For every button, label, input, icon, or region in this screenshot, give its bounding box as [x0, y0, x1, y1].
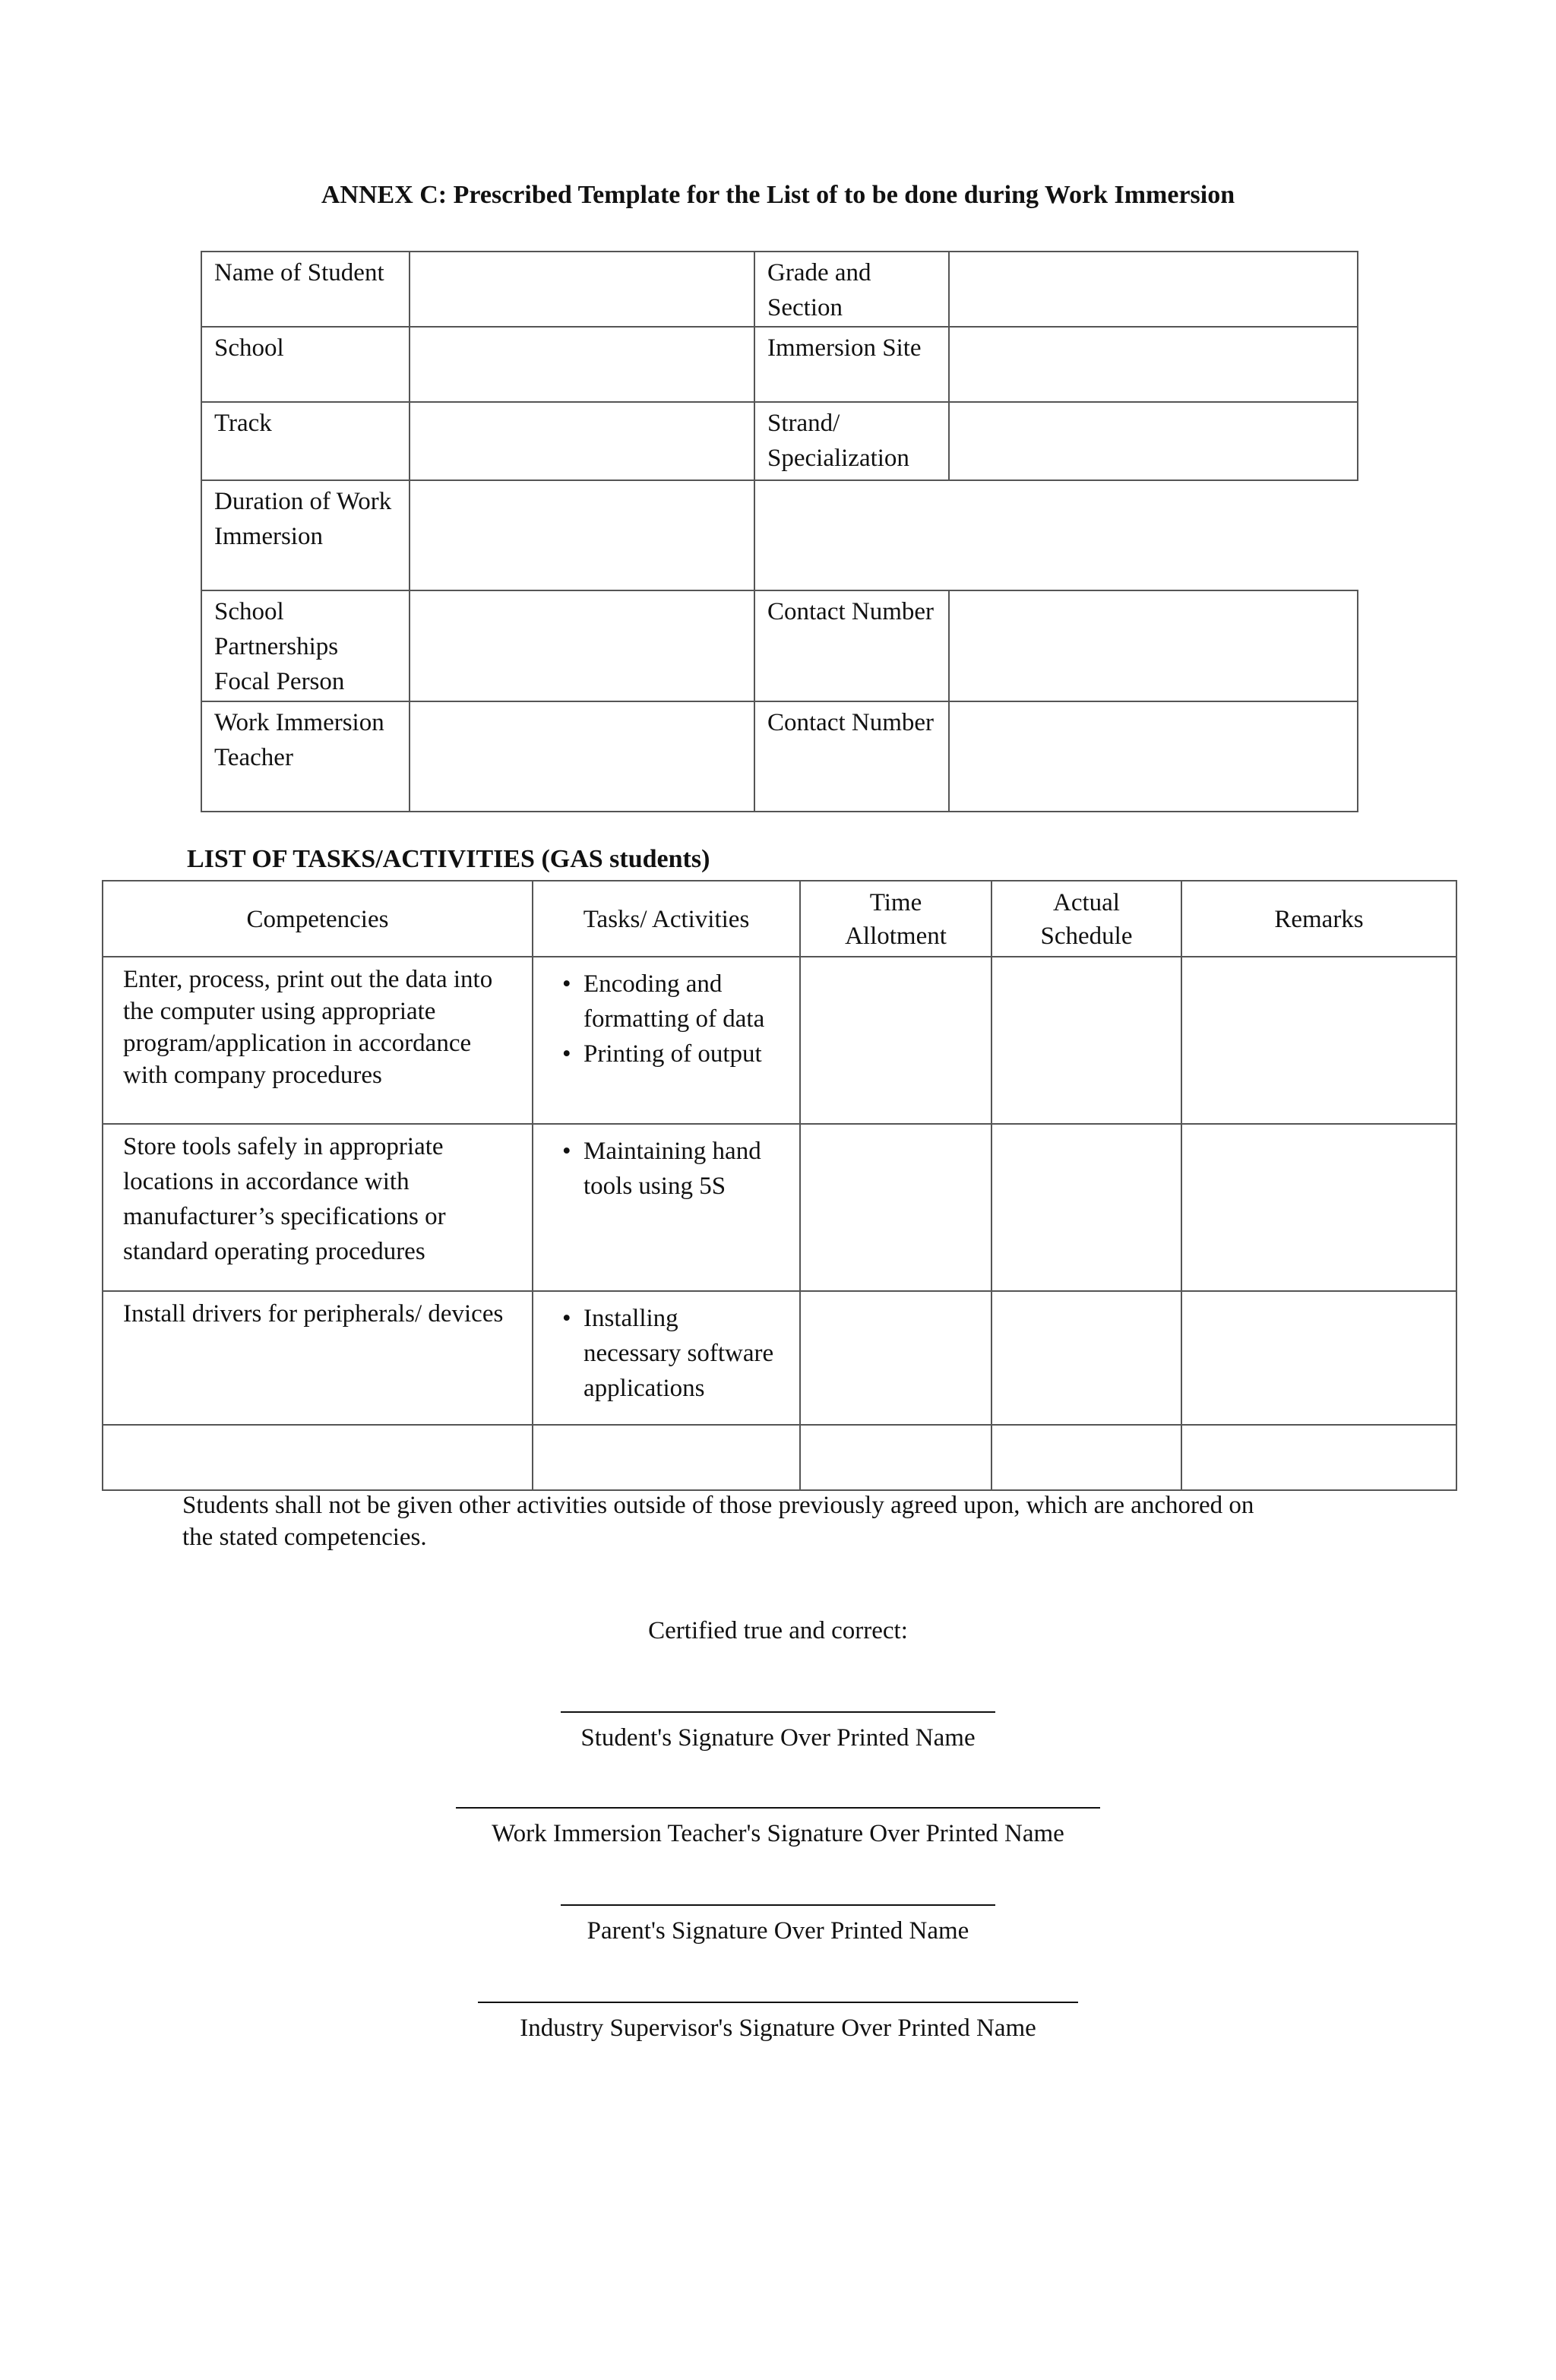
contact2-label: Contact Number — [754, 701, 949, 812]
parent-signature-block — [0, 1885, 1556, 1945]
teacher-signature-block — [0, 1787, 1556, 1848]
duration-field[interactable] — [410, 480, 754, 590]
table-row — [103, 1124, 1456, 1291]
competency-cell: Enter, process, print out the data into the computer using appropriate program/application in accordance with company procedures — [103, 957, 533, 1124]
partnerships-label: School Partnerships Focal Person — [201, 590, 410, 701]
grade-label: Grade and Section — [754, 252, 949, 327]
task-item: • Printing of output — [568, 1037, 780, 1071]
duration-label: Duration of Work Immersion — [201, 480, 410, 590]
student-signature-block — [0, 1692, 1556, 1752]
competency-cell[interactable] — [103, 1425, 533, 1490]
actual-schedule-cell[interactable] — [991, 957, 1181, 1124]
signature-line[interactable] — [561, 1903, 995, 1906]
tasks-heading: LIST OF TASKS/ACTIVITIES (GAS students) — [187, 845, 710, 873]
actual-schedule-cell[interactable] — [991, 1291, 1181, 1425]
document-title: ANNEX C: Prescribed Template for the List of to be done during Work Immersion — [321, 181, 1235, 209]
time-allotment-cell[interactable] — [800, 1291, 991, 1425]
header-actual-schedule: Actual Schedule — [991, 881, 1181, 957]
signature-line[interactable] — [478, 2000, 1078, 2003]
tasks-cell — [533, 1124, 800, 1291]
header-tasks: Tasks/ Activities — [533, 881, 800, 957]
table-row — [103, 1425, 1456, 1490]
task-item: • Maintaining hand tools using 5S — [568, 1134, 780, 1204]
tasks-cell[interactable] — [533, 1425, 800, 1490]
signature-label: Industry Supervisor's Signature Over Printed Name — [520, 2014, 1036, 2042]
partnerships-field[interactable] — [410, 590, 754, 701]
signature-label: Parent's Signature Over Printed Name — [587, 1917, 969, 1945]
teacher-label: Work Immersion Teacher — [201, 701, 410, 812]
task-item: • Encoding and formatting of data — [568, 967, 780, 1037]
table-row — [103, 957, 1456, 1124]
certified-text: Certified true and correct: — [648, 1617, 908, 1644]
task-item: • Installing necessary software applications — [568, 1301, 780, 1406]
header-remarks: Remarks — [1181, 881, 1456, 957]
time-allotment-cell[interactable] — [800, 1425, 991, 1490]
header-competencies: Competencies — [103, 881, 533, 957]
name-field[interactable] — [410, 252, 754, 327]
table-row — [103, 1291, 1456, 1425]
grade-field[interactable] — [949, 252, 1358, 327]
contact1-field[interactable] — [949, 590, 1358, 701]
actual-schedule-cell[interactable] — [991, 1425, 1181, 1490]
tasks-table — [102, 880, 1457, 1491]
site-label: Immersion Site — [754, 327, 949, 402]
signature-line[interactable] — [456, 1806, 1100, 1809]
student-info-table — [201, 251, 1358, 812]
actual-schedule-cell[interactable] — [991, 1124, 1181, 1291]
competency-cell: Install drivers for peripherals/ devices — [103, 1291, 533, 1425]
competency-cell: Store tools safely in appropriate locations in accordance with manufacturer’s specifications or standard operating procedures — [103, 1124, 533, 1291]
tasks-cell — [533, 957, 800, 1124]
strand-field[interactable] — [949, 402, 1358, 480]
track-field[interactable] — [410, 402, 754, 480]
school-label: School — [201, 327, 410, 402]
remarks-cell[interactable] — [1181, 1425, 1456, 1490]
name-label: Name of Student — [201, 252, 410, 327]
time-allotment-cell[interactable] — [800, 957, 991, 1124]
instructions-note: Students shall not be given other activities outside of those previously agreed upon, which are anchored on the stated competencies. — [182, 1492, 1254, 1551]
remarks-cell[interactable] — [1181, 1291, 1456, 1425]
track-label: Track — [201, 402, 410, 480]
contact2-field[interactable] — [949, 701, 1358, 812]
header-time-allotment: Time Allotment — [800, 881, 991, 957]
signature-label: Student's Signature Over Printed Name — [580, 1724, 976, 1752]
site-field[interactable] — [949, 327, 1358, 402]
signature-label: Work Immersion Teacher's Signature Over Printed Name — [492, 1820, 1064, 1847]
tasks-cell — [533, 1291, 800, 1425]
supervisor-signature-block — [0, 1982, 1556, 2043]
empty-cell — [754, 480, 1358, 590]
signature-line[interactable] — [561, 1710, 995, 1713]
remarks-cell[interactable] — [1181, 957, 1456, 1124]
contact1-label: Contact Number — [754, 590, 949, 701]
time-allotment-cell[interactable] — [800, 1124, 991, 1291]
strand-label: Strand/ Specialization — [754, 402, 949, 480]
teacher-field[interactable] — [410, 701, 754, 812]
school-field[interactable] — [410, 327, 754, 402]
remarks-cell[interactable] — [1181, 1124, 1456, 1291]
